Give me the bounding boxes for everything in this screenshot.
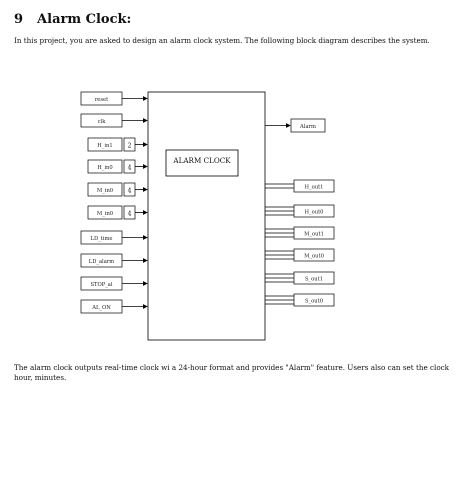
output-s-out1-label: S_out1 [305, 276, 323, 283]
section-number: 9 [14, 12, 24, 27]
input-ld-alarm [81, 254, 147, 267]
bus-width-h-in0: 4 [127, 164, 132, 172]
input-m-in0-b-label: M_in0 [96, 211, 114, 217]
output-h-out0-label: H_out0 [304, 209, 324, 216]
output-s-out1 [265, 272, 334, 284]
output-s-out0-label: S_out0 [305, 298, 323, 305]
input-h-in1-label: H_in1 [97, 143, 113, 149]
input-al-on [81, 300, 147, 313]
output-m-out1 [265, 227, 334, 239]
input-m-in0-b [88, 206, 147, 219]
output-h-out0 [265, 205, 334, 217]
input-stop-al [81, 277, 147, 290]
alarm-clock-label: ALARM CLOCK [173, 156, 231, 165]
output-h-out1 [265, 180, 334, 192]
output-h-out1-label: H_out1 [304, 184, 324, 191]
input-h-in0-label: H_in0 [97, 165, 113, 171]
input-reset [81, 92, 147, 105]
input-h-in0 [88, 160, 147, 173]
output-s-out0 [265, 294, 334, 306]
input-al-on-label: AL_ON [92, 305, 111, 311]
input-m-in0-a-label: M_in0 [96, 188, 114, 194]
input-reset-label: reset [94, 97, 109, 103]
input-h-in1 [88, 138, 147, 151]
output-m-out0-label: M_out0 [304, 253, 324, 260]
bus-width-m-in0-b: 4 [127, 210, 132, 218]
input-ld-time [81, 231, 147, 244]
output-m-out0 [265, 249, 334, 261]
section-title: Alarm Clock: [37, 12, 132, 27]
input-clk-label: clk [97, 119, 106, 125]
input-stop-al-label: STOP_al [90, 282, 113, 288]
bus-width-m-in0-a: 4 [127, 187, 132, 195]
output-m-out1-label: M_out1 [304, 231, 324, 238]
input-clk [81, 114, 147, 127]
input-ld-time-label: LD_time [90, 236, 113, 242]
footer-paragraph: The alarm clock outputs real-time clock wi a 24-hour format and provides "Alarm" feature. Users also can set the clock hour, minutes. [14, 363, 450, 382]
input-ld-alarm-label: LD_alarm [88, 259, 115, 265]
alarm-clock-block [148, 92, 265, 340]
input-m-in0-a [88, 183, 147, 196]
output-alarm-label: Alarm [300, 124, 316, 130]
intro-paragraph: In this project, you are asked to design an alarm clock system. The following block diagram describes the system. [14, 36, 430, 45]
bus-width-h-in1: 2 [127, 142, 132, 150]
output-alarm [265, 119, 325, 132]
